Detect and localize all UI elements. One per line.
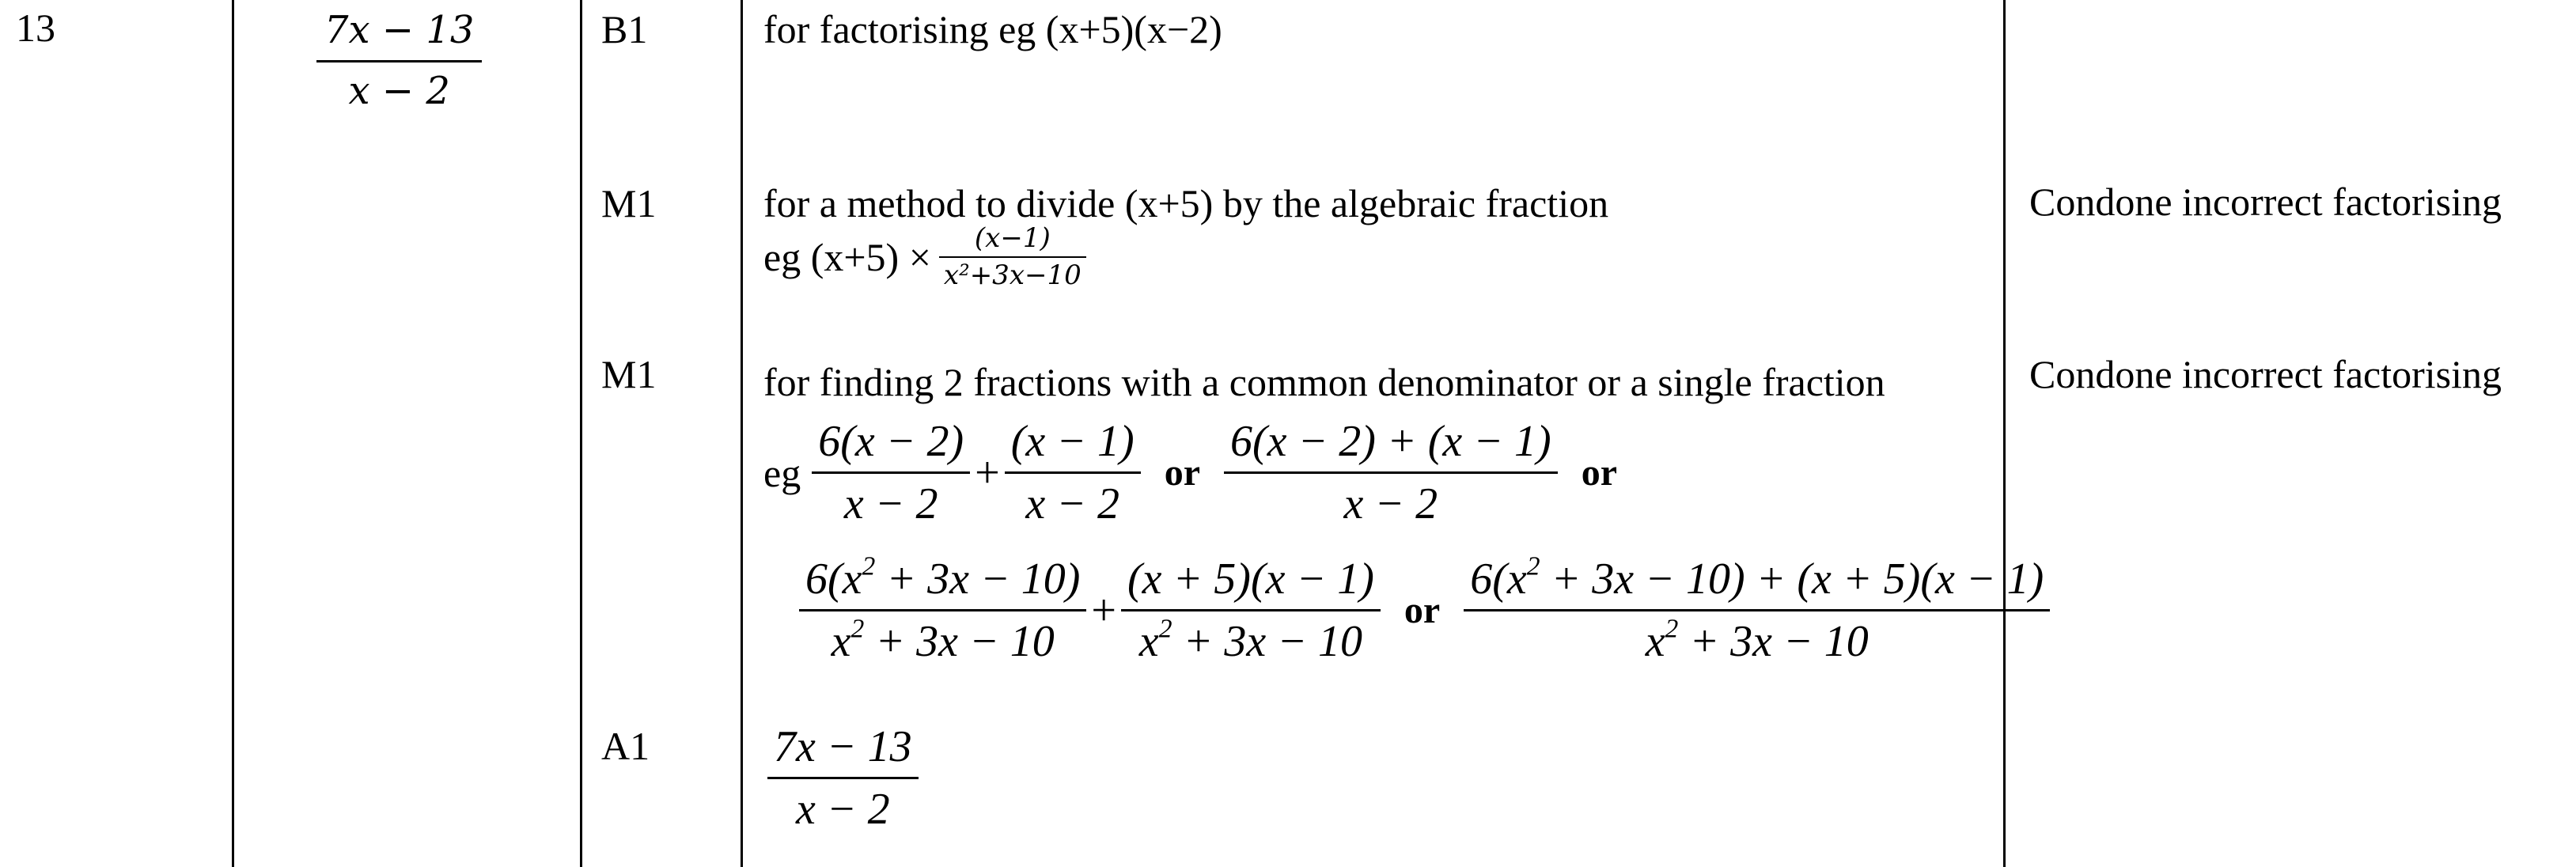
- fraction-6x-2-over-x-2: [812, 416, 970, 530]
- fraction-numerator: (x + 5)(x − 1): [1127, 555, 1374, 604]
- mark-code-a1: A1: [601, 724, 650, 768]
- note-condone-2: Condone incorrect factorising: [2029, 352, 2502, 396]
- mark-code-m1: M1: [601, 181, 657, 225]
- example-fraction: [939, 223, 1086, 291]
- example-divide: [763, 223, 1086, 291]
- final-answer-fraction: [767, 721, 919, 835]
- fraction-denominator: $x^2 + 3x - 10$: [1138, 614, 1362, 667]
- fraction-numerator: $6(x^2 + 3x - 10) + (x + 5)(x - 1)$: [1470, 551, 2044, 604]
- or-label: or: [1404, 589, 1441, 632]
- fraction-denominator: x − 2: [796, 785, 890, 835]
- column-divider: [741, 0, 743, 867]
- fraction-denominator: $x^2 + 3x - 10$: [831, 614, 1055, 667]
- plus-sign: +: [1091, 585, 1116, 635]
- example-line-2: [799, 551, 2050, 668]
- fraction-denominator: x − 2: [1343, 479, 1438, 529]
- guidance-text-m1-common: for finding 2 fractions with a common denominator or a single fraction: [763, 360, 1885, 404]
- question-number: 13: [16, 6, 55, 50]
- guidance-text-b1: for factorising eg (x+5)(x−2): [763, 7, 1222, 51]
- example-prefix: eg: [763, 450, 801, 495]
- fraction-denominator: x²+3x−10: [943, 259, 1082, 292]
- or-label: or: [1581, 452, 1617, 494]
- mark-code-m1: M1: [601, 352, 657, 396]
- example-prefix: eg (x+5) ×: [763, 235, 931, 280]
- fraction-numerator: $6(x^2 + 3x - 10)$: [805, 551, 1081, 604]
- fraction-single-line-1: [1224, 416, 1558, 530]
- answer-numerator: 7x − 13: [324, 8, 475, 52]
- example-line-1: [763, 416, 1641, 530]
- column-divider: [2003, 0, 2006, 867]
- mark-code-b1: B1: [601, 7, 648, 51]
- fraction-numerator: (x − 1): [1010, 417, 1135, 466]
- note-condone-1: Condone incorrect factorising: [2029, 180, 2502, 224]
- column-divider: [232, 0, 234, 867]
- fraction-numerator: 7x − 13: [774, 722, 912, 771]
- fraction-product-over-quadratic: [1121, 554, 1381, 668]
- or-label: or: [1164, 452, 1201, 494]
- fraction-denominator: x − 2: [843, 479, 938, 529]
- fraction-numerator: 6(x − 2): [818, 417, 964, 466]
- answer-denominator: x − 2: [348, 68, 450, 113]
- fraction-numerator: 6(x − 2) + (x − 1): [1230, 417, 1551, 466]
- fraction-single-line-2: [1464, 551, 2050, 668]
- guidance-text-m1-divide: for a method to divide (x+5) by the algebraic fraction: [763, 181, 1609, 225]
- fraction-numerator: (x−1): [974, 222, 1051, 254]
- fraction-x-1-over-x-2: [1005, 416, 1141, 530]
- fraction-denominator: x − 2: [1025, 479, 1120, 529]
- fraction-denominator: $x^2 + 3x - 10$: [1645, 614, 1869, 667]
- answer-fraction: [316, 8, 482, 114]
- plus-sign: +: [975, 448, 1000, 498]
- column-divider: [580, 0, 582, 867]
- fraction-6-quadratic: [799, 551, 1086, 668]
